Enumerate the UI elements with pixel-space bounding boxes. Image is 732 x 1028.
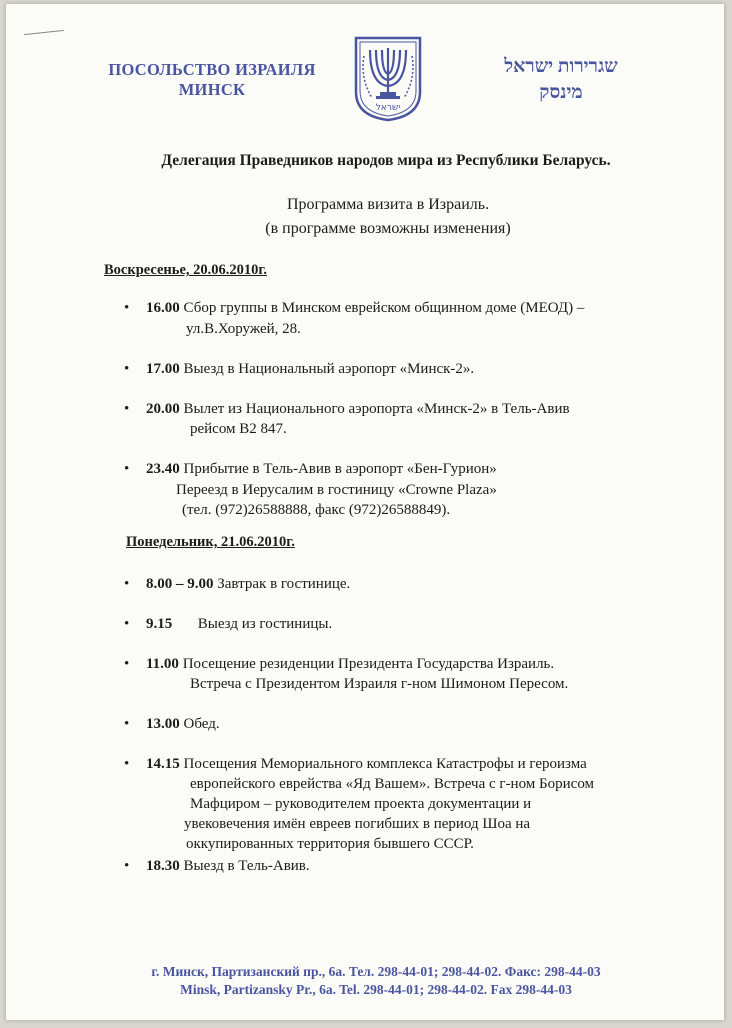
item-continuation: Встреча с Президентом Израиля г-ном Шимоном Пересом.	[190, 676, 569, 692]
item-text: Обед.	[183, 716, 220, 732]
bullet-icon: •	[124, 716, 130, 732]
day-heading-sunday: Воскресенье, 20.06.2010г.	[104, 262, 267, 278]
item-text: Прибытие в Тель-Авив в аэропорт «Бен-Гурион»	[183, 461, 497, 477]
item-text: Выезд из гостиницы.	[197, 616, 333, 632]
bullet-icon: •	[124, 401, 130, 417]
schedule-item	[146, 614, 332, 634]
item-time: 14.15	[146, 756, 180, 772]
schedule-item	[146, 459, 497, 479]
embassy-name-hebrew: שגרירות ישראל מינסק	[504, 56, 618, 103]
pen-mark	[24, 30, 64, 35]
item-time: 20.00	[146, 401, 180, 417]
schedule-item	[146, 574, 350, 594]
bullet-icon: •	[124, 576, 130, 592]
bullet-icon: •	[124, 858, 130, 874]
bullet-icon: •	[124, 756, 130, 772]
item-continuation: ул.В.Хоружей, 28.	[186, 321, 301, 337]
schedule-item	[146, 856, 310, 876]
item-continuation: Переезд в Иерусалим в гостиницу «Crowne Plaza»	[176, 482, 497, 498]
document-page	[6, 4, 724, 1020]
embassy-name-russian: ПОСОЛЬСТВО ИЗРАИЛЯ МИНСК	[108, 60, 316, 99]
item-continuation: оккупированных территория бывшего СССР.	[186, 836, 474, 852]
item-time: 13.00	[146, 716, 180, 732]
item-time: 8.00 – 9.00	[146, 576, 214, 592]
item-continuation: Мафциром – руководителем проекта документации и	[190, 796, 532, 812]
emblem-inscription: ישראל	[375, 103, 401, 113]
program-subtitle: Программа визита в Израиль.	[286, 196, 490, 213]
schedule-item	[146, 399, 570, 419]
item-text: Выезд в Тель-Авив.	[183, 858, 310, 874]
footer-address-russian: г. Минск, Партизанский пр., 6а. Тел. 298-44-01; 298-44-02. Факс: 298-44-03	[151, 964, 601, 979]
item-continuation: (тел. (972)26588888, факс (972)26588849).	[182, 502, 451, 518]
item-text: Завтрак в гостинице.	[217, 576, 351, 592]
bullet-icon: •	[124, 656, 130, 672]
schedule-item	[146, 714, 220, 734]
item-continuation: рейсом В2 847.	[190, 421, 287, 437]
item-time: 11.00	[146, 656, 179, 672]
item-continuation: увековечения имён евреев погибших в период Шоа на	[184, 816, 531, 832]
item-time: 16.00	[146, 300, 180, 316]
bullet-icon: •	[124, 461, 130, 477]
item-time: 18.30	[146, 858, 180, 874]
day-heading-monday: Понедельник, 21.06.2010г.	[126, 534, 295, 550]
document-title: Делегация Праведников народов мира из Республики Беларусь.	[161, 152, 611, 169]
item-text: Посещения Мемориального комплекса Катастрофы и героизма	[183, 756, 587, 772]
item-text: Сбор группы в Минском еврейском общинном доме (МЕОД) –	[183, 300, 585, 316]
schedule-item	[146, 654, 554, 674]
schedule-item	[146, 359, 474, 379]
item-time: 9.15	[146, 616, 173, 632]
footer-address-english: Minsk, Partizansky Pr., 6a. Tel. 298-44-01; 298-44-02. Fax 298-44-03	[180, 982, 572, 997]
schedule-item	[146, 298, 584, 318]
item-text: Выезд в Национальный аэропорт «Минск-2».	[183, 361, 475, 377]
item-continuation: европейского еврейства «Яд Вашем». Встреча с г-ном Борисом	[190, 776, 595, 792]
bullet-icon: •	[124, 361, 130, 377]
item-text: Посещение резиденции Президента Государства Израиль.	[182, 656, 555, 672]
bullet-icon: •	[124, 616, 130, 632]
program-note: (в программе возможны изменения)	[265, 220, 511, 237]
bullet-icon: •	[124, 300, 130, 316]
item-time: 23.40	[146, 461, 180, 477]
item-text: Вылет из Национального аэропорта «Минск-2» в Тель-Авив	[183, 401, 570, 417]
item-time: 17.00	[146, 361, 180, 377]
menorah-emblem-icon	[352, 34, 424, 122]
schedule-item	[146, 754, 587, 774]
